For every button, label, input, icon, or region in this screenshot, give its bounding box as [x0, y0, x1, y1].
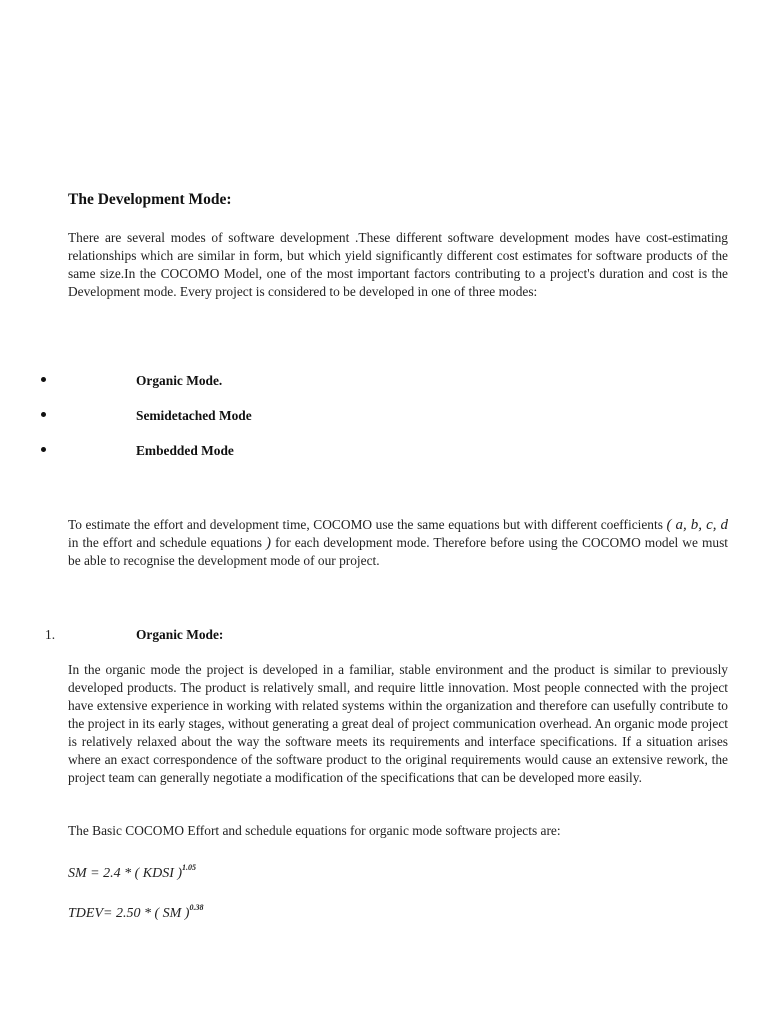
- mode-label: Embedded Mode: [136, 443, 234, 458]
- section-number: 1.: [45, 627, 56, 642]
- estimate-paragraph: [68, 516, 728, 570]
- equation-tdev: [68, 899, 203, 923]
- section-title: Organic Mode:: [136, 627, 224, 642]
- intro-paragraph: There are several modes of software development .These different software development modes have cost-estimating relationships which are similar in form, but which yield significantly different cost estimates for software products of the same size.In the COCOMO Model, one of the most important factors contributing to a project's duration and cost is the Development mode. Every project is considered to be developed in one of three modes:: [68, 230, 728, 299]
- section-heading: The Development Mode:: [68, 191, 232, 208]
- equation-tdev-base: TDEV= 2.50 * ( SM ): [68, 906, 190, 921]
- mode-list-item: [0, 442, 768, 460]
- organic-mode-paragraph: In the organic mode the project is developed in a familiar, stable environment and the product is similar to previously developed products. The product is relatively small, and require little innovation. Most people connected with the project have extensive experience in working with related systems within the organization and therefore can usefully contribute to the project in its early stages, without generating a great deal of project communication overhead. An organic mode project is relatively relaxed about the way the software meets its requirements and interface specifications. If a situation arises where an exact correspondence of the software product to the original requirements would cause an extensive rework, the project team can generally negotiate a modification of the specifications that can be developed more easily.: [68, 662, 728, 785]
- estimate-text-middle: in the effort and schedule equations: [68, 535, 267, 550]
- mode-label: Semidetached Mode: [136, 408, 252, 423]
- coefficient-list: a, b, c, d: [671, 517, 728, 533]
- mode-list-item: [0, 407, 768, 425]
- mode-list-item: [0, 372, 768, 390]
- equation-tdev-exponent: 0.38: [189, 903, 204, 912]
- bullet-icon: [41, 377, 46, 382]
- close-paren: ): [266, 535, 272, 551]
- equation-sm-exponent: 1.05: [182, 863, 197, 872]
- estimate-text-after: for each development mode. Therefore before using the COCOMO model we must be able to recognise the development mode of our project.: [68, 535, 728, 568]
- open-paren: (: [666, 517, 672, 533]
- bullet-icon: [41, 412, 46, 417]
- mode-label: Organic Mode.: [136, 373, 223, 388]
- equation-sm-base: SM = 2.4 * ( KDSI ): [68, 866, 183, 881]
- bullet-icon: [41, 447, 46, 452]
- equation-sm: [68, 859, 196, 883]
- estimate-text-before: To estimate the effort and development time, COCOMO use the same equations but with different coefficients: [68, 517, 667, 532]
- equations-intro: The Basic COCOMO Effort and schedule equations for organic mode software projects are:: [68, 823, 561, 838]
- numbered-heading: [0, 626, 768, 644]
